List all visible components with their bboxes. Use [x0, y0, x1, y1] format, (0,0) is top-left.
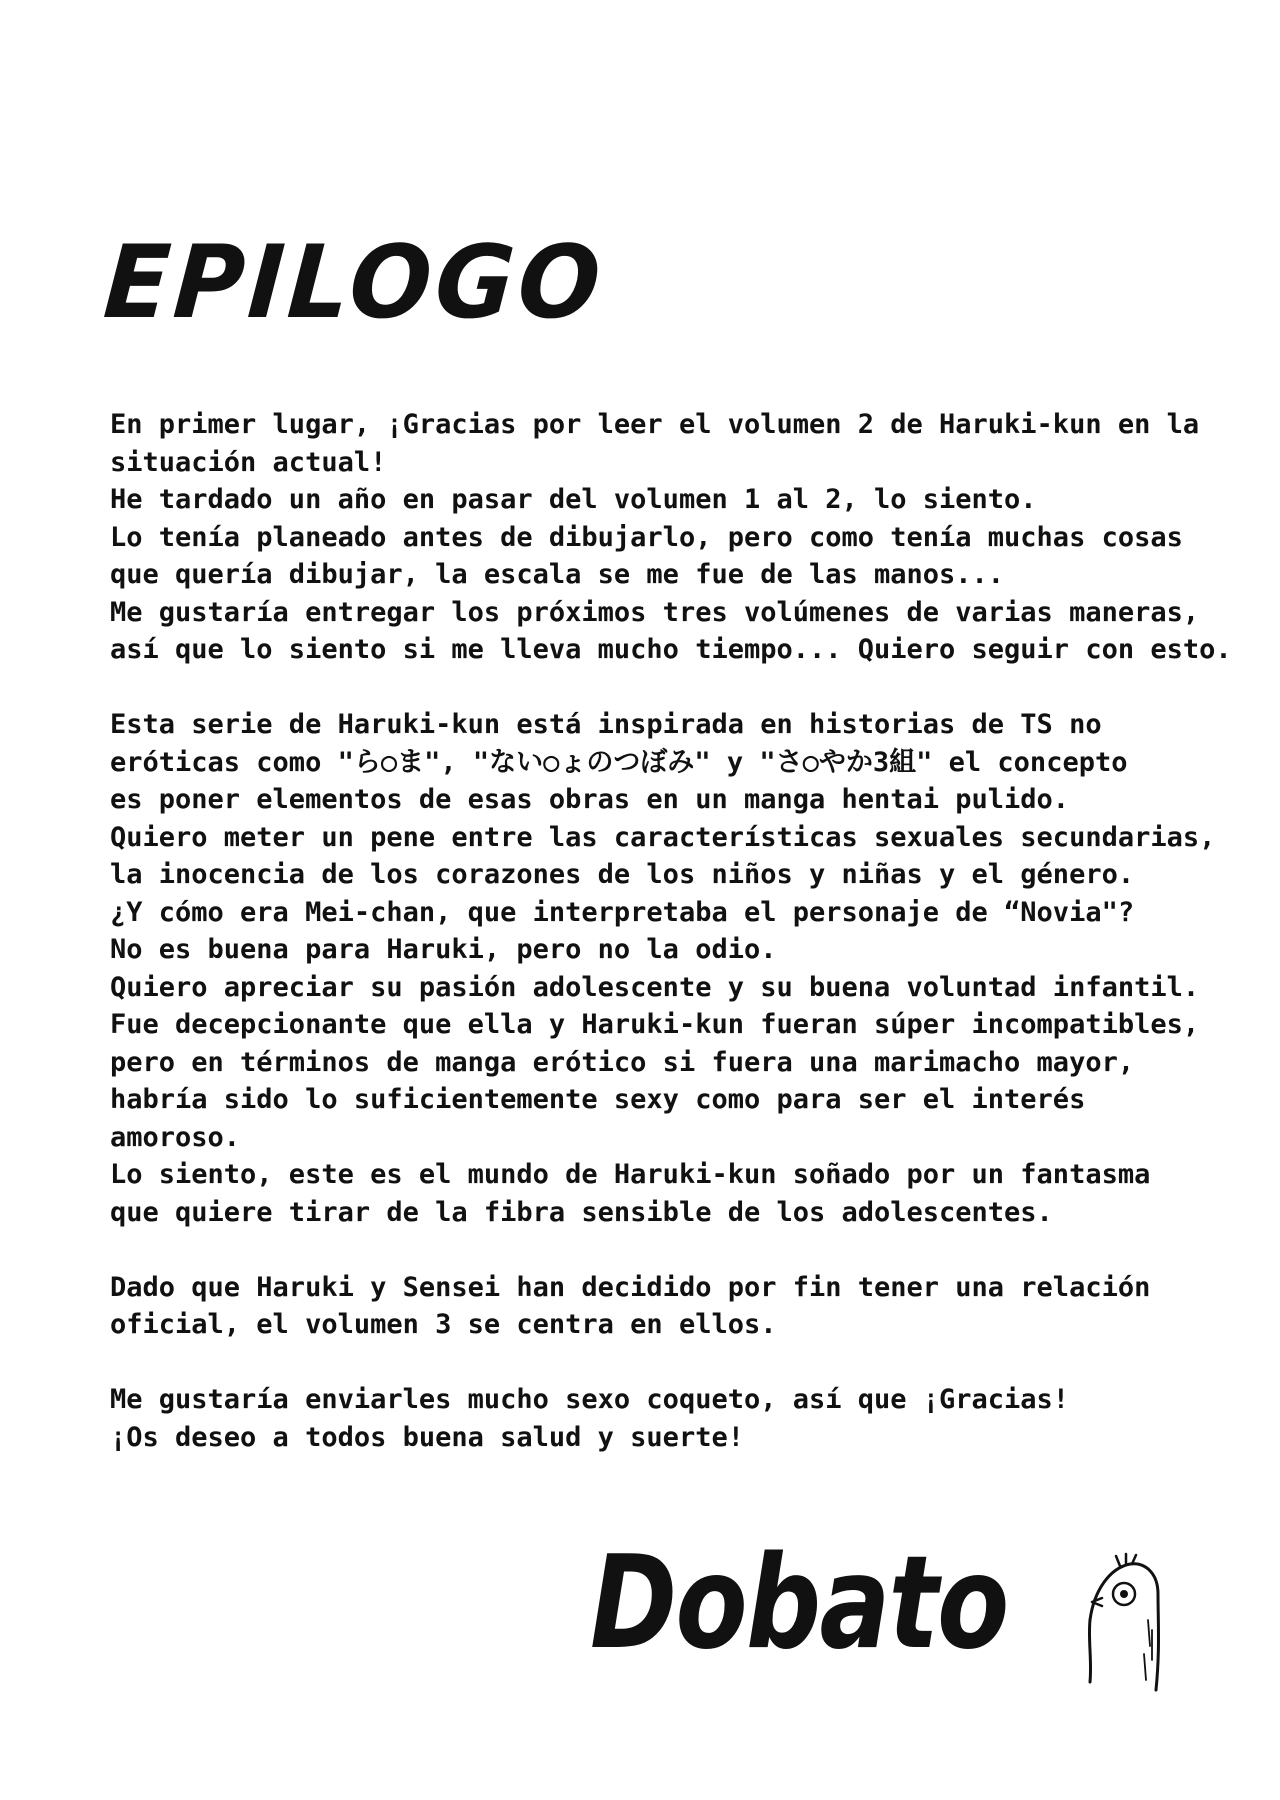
text-line: situación actual! — [110, 446, 387, 478]
text-line: amoroso. — [110, 1121, 241, 1153]
text-line: He tardado un año en pasar del volumen 1 al 2, lo siento. — [110, 484, 1037, 515]
text-line: Esta serie de Haruki-kun está inspirada en historias de TS no — [110, 709, 1102, 740]
text-line: No es buena para Haruki, pero no la odio. — [110, 934, 777, 965]
text-line: En primer lugar, ¡Gracias por leer el volumen 2 de Haruki-kun en la — [110, 409, 1200, 440]
text-line: pero en términos de manga erótico si fuera una marimacho mayor, — [110, 1046, 1135, 1078]
text-line: que quería dibujar, la escala se me fue de las manos... — [110, 559, 1005, 590]
text-line: habría sido lo suficientemente sexy como para ser el interés — [110, 1084, 1086, 1115]
text-line: ¿Y cómo era Mei-chan, que interpretaba el personaje de “Novia"? — [110, 896, 1135, 928]
page-title: EPILOGO — [100, 223, 609, 342]
text-line: oficial, el volumen 3 se centra en ellos. — [110, 1309, 777, 1340]
paragraph-1 — [110, 406, 1232, 669]
text-line: Lo tenía planeado antes de dibujarlo, pero como tenía muchas cosas — [110, 521, 1183, 553]
text-line: Me gustaría entregar los próximos tres volúmenes de varias maneras, — [110, 596, 1200, 628]
text-line: Quiero meter un pene entre las características sexuales secundarias, — [110, 821, 1216, 853]
text-line: que quiere tirar de la fibra sensible de los adolescentes. — [110, 1196, 1053, 1228]
text-line: Dado que Haruki y Sensei han decidido por fin tener una relación — [110, 1271, 1151, 1303]
text-line: así que lo siento si me lleva mucho tiempo... Quiero seguir con esto. — [110, 634, 1232, 665]
text-line: Fue decepcionante que ella y Haruki-kun fueran súper incompatibles, — [110, 1009, 1200, 1040]
text-line: Me gustaría enviarles mucho sexo coqueto, así que ¡Gracias! — [110, 1384, 1070, 1415]
text-line: la inocencia de los corazones de los niños y niñas y el género. — [110, 859, 1135, 890]
text-line: ¡Os deseo a todos buena salud y suerte! — [110, 1421, 744, 1453]
text-line: eróticas como "ら○ま", "ない○ょのつぼみ" y "さ○やか3組" el concepto — [110, 746, 1128, 778]
paragraph-3 — [110, 1269, 1190, 1344]
text-line: es poner elementos de esas obras en un manga hentai pulido. — [110, 784, 1070, 815]
epilogue-body — [110, 406, 1232, 1456]
author-signature: Dobato — [590, 1529, 1008, 1678]
paragraph-4 — [110, 1381, 1190, 1456]
text-line: Lo siento, este es el mundo de Haruki-kun soñado por un fantasma — [110, 1159, 1151, 1190]
text-line: Quiero apreciar su pasión adolescente y su buena voluntad infantil. — [110, 971, 1200, 1003]
dove-bird-icon — [1080, 1550, 1170, 1700]
paragraph-2 — [110, 706, 1216, 1231]
